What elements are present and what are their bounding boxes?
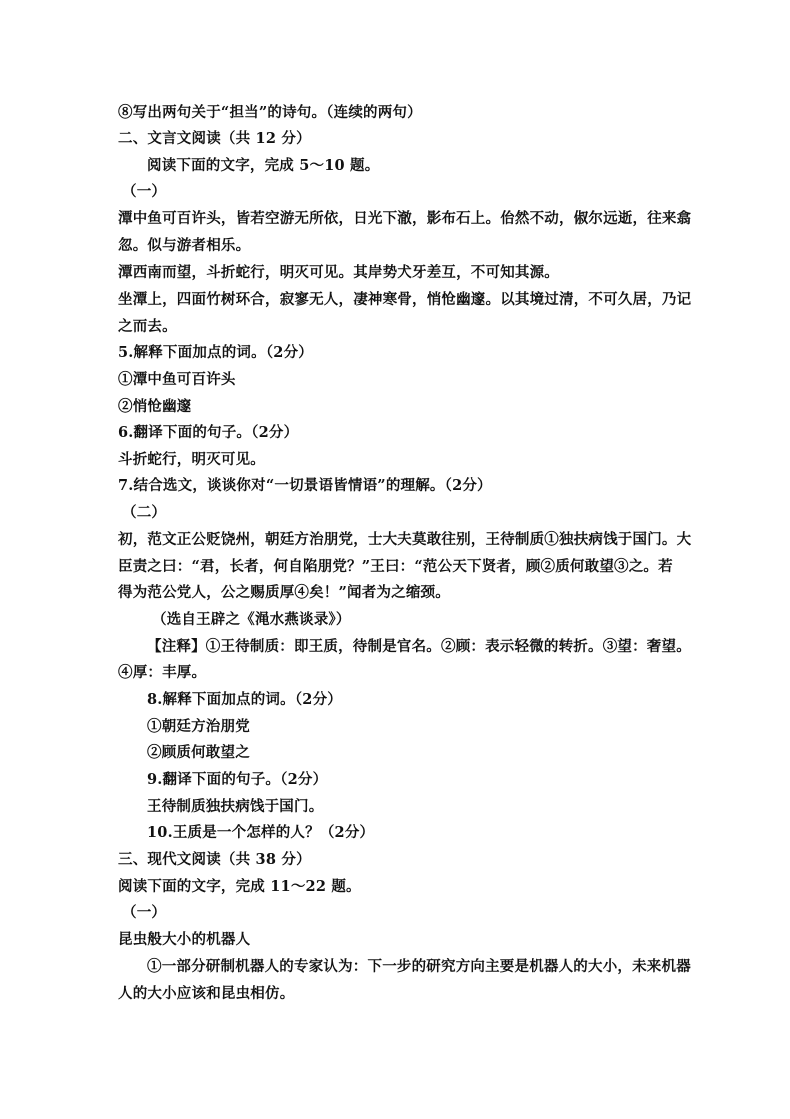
question-5-item-1: ①潭中鱼可百许头 [118, 371, 236, 388]
passage-2-line-1: 初，范文正公贬饶州，朝廷方治朋党，士大夫莫敢往别，王待制质①独扶病饯于国门。大 [118, 531, 692, 548]
passage-2-source: （选自王辟之《渑水燕谈录》） [152, 611, 351, 628]
question-8: 8.解释下面加点的词。（2分） [147, 691, 342, 708]
question-6-sentence: 斗折蛇行，明灭可见。 [118, 451, 265, 468]
question-6: 6.翻译下面的句子。（2分） [118, 424, 299, 441]
question-9-sentence: 王待制质独扶病饯于国门。 [147, 798, 324, 815]
question-5-item-2: ②悄怆幽邃 [118, 398, 192, 415]
annotation-line-1: 【注释】①王待制质：即王质，待制是官名。②顾：表示轻微的转折。③望：奢望。 [147, 638, 691, 655]
passage-2-line-3: 得为范公党人，公之赐质厚④矣！”闻者为之缩颈。 [118, 584, 450, 601]
passage-1-line-5: 之而去。 [118, 318, 177, 335]
section-2-heading: 二、文言文阅读（共 12 分） [118, 130, 311, 147]
part-3-label: （一） [122, 904, 167, 921]
article-title: 昆虫般大小的机器人 [118, 931, 251, 948]
article-paragraph-1-line-2: 人的大小应该和昆虫相仿。 [118, 985, 295, 1002]
passage-1-line-3: 潭西南而望，斗折蛇行，明灭可见。其岸势犬牙差互，不可知其源。 [118, 264, 559, 281]
question-10: 10.王质是一个怎样的人？（2分） [147, 824, 375, 841]
question-8-item-1: ①朝廷方治朋党 [147, 718, 250, 735]
question-9: 9.翻译下面的句子。（2分） [147, 771, 328, 788]
part-1-label: （一） [122, 183, 167, 200]
passage-1-line-1: 潭中鱼可百许头，皆若空游无所依，日光下澈，影布石上。佁然不动，俶尔远逝，往来翕 [118, 210, 692, 227]
section-3-heading: 三、现代文阅读（共 38 分） [118, 851, 311, 868]
reading-instruction: 阅读下面的文字，完成 5～10 题。 [147, 157, 380, 174]
article-paragraph-1-line-1: ①一部分研制机器人的专家认为：下一步的研究方向主要是机器人的大小，未来机器 [147, 958, 691, 975]
passage-1-line-4: 坐潭上，四面竹树环合，寂寥无人，凄神寒骨，悄怆幽邃。以其境过清，不可久居，乃记 [118, 291, 692, 308]
passage-2-line-2: 臣责之曰：“君，长者，何自陷朋党？”王曰：“范公天下贤者，顾②质何敢望③之。若 [118, 558, 673, 575]
question-8-item-2: ②顾质何敢望之 [147, 744, 250, 761]
reading-instruction-2: 阅读下面的文字，完成 11～22 题。 [118, 878, 361, 895]
passage-1-line-2: 忽。似与游者相乐。 [118, 237, 251, 254]
question-7: 7.结合选文，谈谈你对“一切景语皆情语”的理解。（2分） [118, 477, 492, 494]
part-2-label: （二） [122, 504, 167, 521]
question-5: 5.解释下面加点的词。（2分） [118, 344, 313, 361]
question-8-poem-prompt: ⑧写出两句关于“担当”的诗句。（连续的两句） [118, 104, 422, 121]
annotation-line-2: ④厚：丰厚。 [118, 664, 207, 681]
